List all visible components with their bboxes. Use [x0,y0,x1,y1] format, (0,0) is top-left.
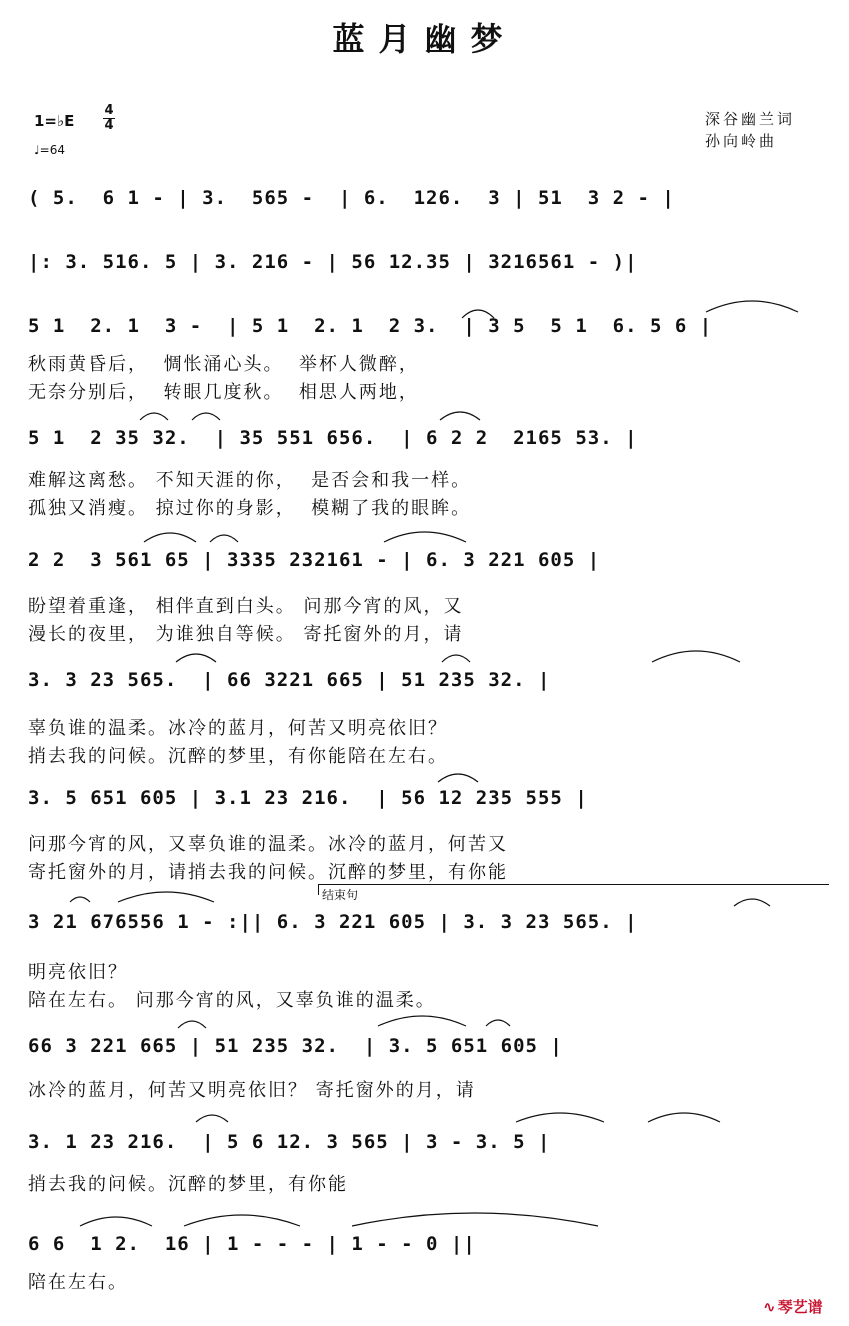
ending-bracket [318,884,829,895]
time-signature [103,104,115,133]
ending-label: 结束句 [322,888,359,902]
lyric-line-verse1: 辜负谁的温柔。冰冷的蓝月，何苦又明亮依旧？ [28,718,448,739]
notation-row: 5 1 2. 1 3 - | 5 1 2. 1 2 3. | 3 5 5 1 6. 5 6 | [28,315,713,337]
lyric-line-verse1: 难解这离愁。 不知天涯的你， 是否会和我一样。 [28,470,472,491]
notation-row: 2 2 3 561 65 | 3335 232161 - | 6. 3 221 605 | [28,549,601,571]
credits [705,108,795,152]
staff-row-7 [28,776,828,820]
notation-row: 3. 1 23 216. | 5 6 12. 3 565 | 3 - 3. 5 | [28,1131,551,1153]
time-signature-top: 4 [104,103,114,118]
notation-row: 66 3 221 665 | 51 235 32. | 3. 5 651 605 | [28,1035,563,1057]
tempo-marking: ♩=64 [34,143,65,157]
staff-row-4 [28,416,828,460]
key-signature: 1=♭E [34,112,75,130]
site-logo [763,1296,823,1317]
logo-text: 琴艺谱 [777,1298,823,1316]
lyric-line-verse2: 孤独又消瘦。 掠过你的身影， 模糊了我的眼眸。 [28,498,472,519]
lyric-line-verse2: 漫长的夜里， 为谁独自等候。 寄托窗外的月，请 [28,624,464,645]
notation-row: 3. 3 23 565. | 66 3221 665 | 51 235 32. | [28,669,551,691]
staff-row-5 [28,538,828,582]
lyric-line-verse1: 问那今宵的风，又辜负谁的温柔。冰冷的蓝月，何苦又 [28,834,508,855]
lyric-line-verse2: 无奈分别后， 转眼几度秋。 相思人两地， [28,382,419,403]
staff-row-9 [28,1024,828,1068]
staff-row-6 [28,658,828,702]
lyric-line-verse2: 捎去我的问候。沉醉的梦里，有你能陪在左右。 [28,746,448,767]
notation-row: |: 3. 516. 5 | 3. 216 - | 56 12.35 | 3216561 - )| [28,251,638,273]
lyric-line-verse1: 盼望着重逢， 相伴直到白头。 问那今宵的风，又 [28,596,464,617]
time-signature-bottom: 4 [104,118,114,133]
notation-row: 3 21 676556 1 - :|| 6. 3 221 605 | 3. 3 23 565. | [28,911,638,933]
staff-row-11 [28,1222,828,1266]
lyric-line-verse2: 陪在左右。 问那今宵的风，又辜负谁的温柔。 [28,990,436,1011]
staff-row-2 [28,240,828,284]
lyric-line: 冰冷的蓝月，何苦又明亮依旧？ 寄托窗外的月，请 [28,1080,476,1101]
lyric-line-verse1: 明亮依旧？ [28,962,128,983]
lyric-line: 捎去我的问候。沉醉的梦里，有你能 [28,1174,348,1195]
staff-row-10 [28,1120,828,1164]
notation-row: 3. 5 651 605 | 3.1 23 216. | 56 12 235 555 | [28,787,588,809]
notation-row: 5 1 2 35 32. | 35 551 656. | 6 2 2 2165 53. | [28,427,638,449]
lyric-line-verse2: 寄托窗外的月，请捎去我的问候。沉醉的梦里，有你能 [28,862,508,883]
notation-row: 6 6 1 2. 16 | 1 - - - | 1 - - 0 || [28,1233,476,1255]
composer-credit: 孙向岭曲 [705,132,778,150]
staff-row-1 [28,176,828,220]
song-title: 蓝月幽梦 [332,20,517,58]
lyricist-credit: 深谷幽兰词 [705,110,796,128]
staff-row-8 [28,900,828,944]
lyric-line: 陪在左右。 [28,1272,128,1293]
logo-icon: ∿ [763,1298,776,1316]
lyric-line-verse1: 秋雨黄昏后， 惆怅涌心头。 举杯人微醉， [28,354,419,375]
notation-row: ( 5. 6 1 - | 3. 565 - | 6. 126. 3 | 51 3 2 - | [28,187,675,209]
staff-row-3 [28,304,828,348]
